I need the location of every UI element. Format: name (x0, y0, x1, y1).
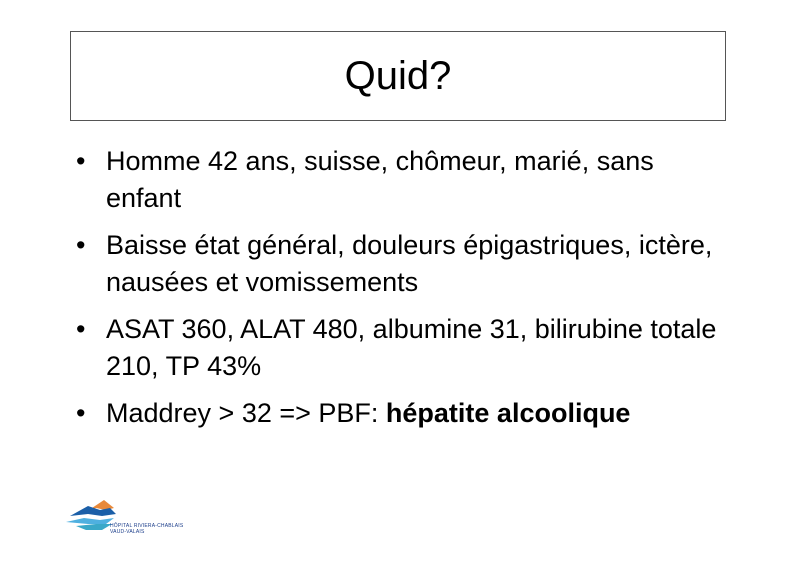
title-box (70, 31, 726, 121)
hospital-logo (66, 494, 186, 544)
bullet-text: ASAT 360, ALAT 480, albumine 31, bilirubine totale 210, TP 43% (106, 314, 717, 381)
logo-text-line1: HÔPITAL RIVIERA-CHABLAIS (110, 523, 184, 529)
bullet-text-strong: hépatite alcoolique (385, 398, 631, 428)
logo-teal-band (76, 524, 112, 530)
bullet-icon: • (76, 314, 86, 344)
logo-light-blue-band (66, 518, 114, 524)
bullet-icon: • (76, 146, 86, 176)
logo-text-line2: VAUD-VALAIS (110, 529, 145, 535)
bullet-icon: • (76, 230, 86, 260)
bullet-text: Maddrey > 32 => PBF: (106, 398, 386, 428)
slide-title: Quid? (344, 54, 452, 98)
bullet-text: Baisse état général, douleurs épigastriques, ictère, nausées et vomissements (106, 230, 713, 297)
bullet-item (76, 227, 736, 301)
bullet-icon: • (76, 398, 86, 428)
bullet-item (76, 143, 736, 217)
bullet-list (76, 143, 736, 442)
bullet-item (76, 395, 736, 432)
mountain-logo-icon (66, 494, 186, 544)
bullet-text: Homme 42 ans, suisse, chômeur, marié, sans enfant (106, 146, 654, 213)
bullet-item (76, 311, 736, 385)
